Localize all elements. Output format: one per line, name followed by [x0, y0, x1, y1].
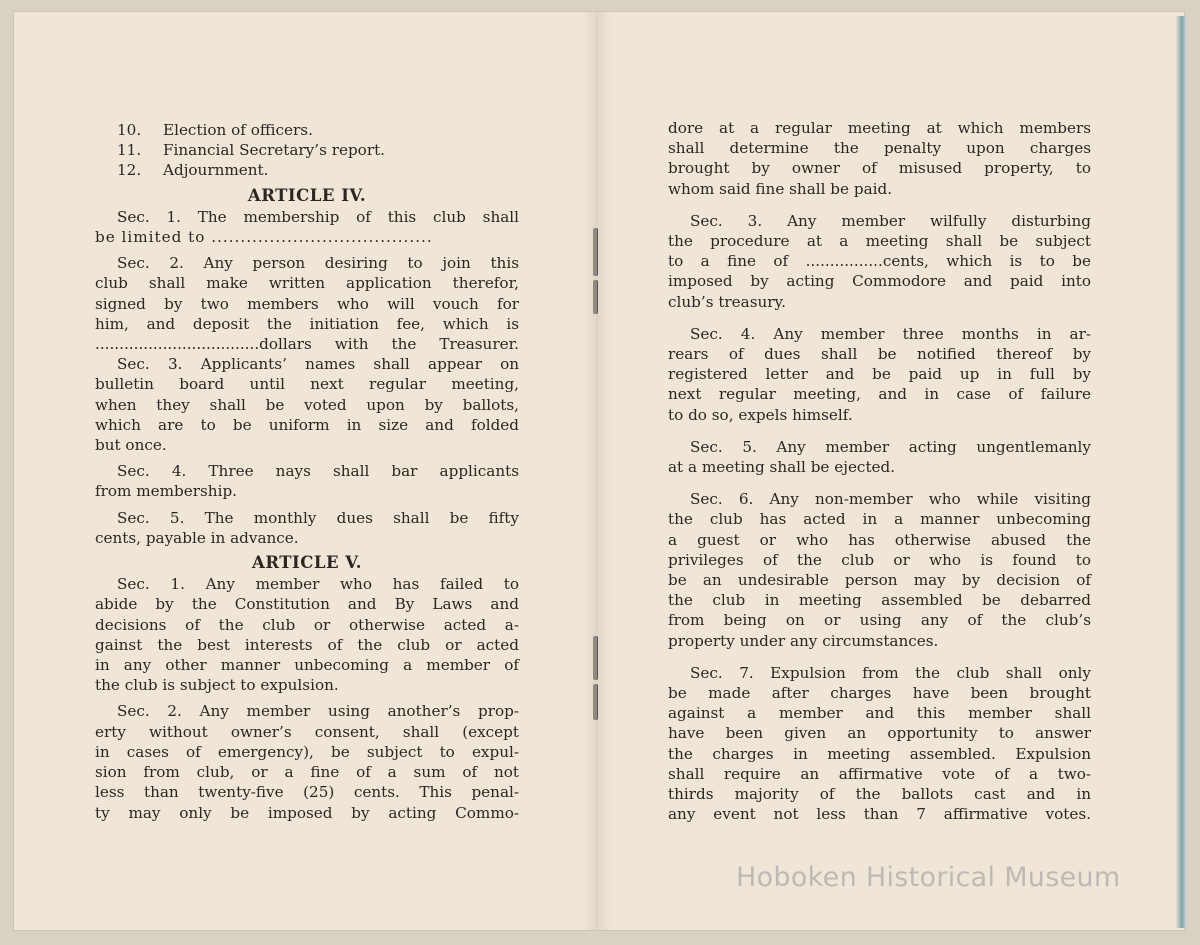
text-line: be limited to ...................................... [95, 228, 433, 247]
text-line: ty may only be imposed by acting Commo- [95, 803, 519, 822]
text-line: the club is subject to expulsion. [95, 676, 339, 695]
text-line: dore at a regular meeting at which members [668, 119, 1091, 137]
article-v-sec-2-continued [668, 118, 1091, 199]
text-line: erty without owner’s consent, shall (except [95, 722, 519, 741]
article-v-sec-4 [668, 324, 1091, 425]
text-line: rears of dues shall be notified thereof by [668, 345, 1091, 364]
text-line: any event not less than 7 affirmative votes. [668, 805, 1091, 824]
text-line: abide by the Constitution and By Laws and [95, 595, 519, 614]
text-line: against a member and this member shall [668, 704, 1091, 723]
text-line: registered letter and be paid up in full by [668, 365, 1091, 384]
text-line: the club has acted in a manner unbecoming [668, 510, 1091, 529]
text-line: Sec. 5. Any member acting ungentlemanly [690, 437, 1091, 456]
staple-top [593, 228, 597, 276]
text-line: from membership. [95, 482, 237, 501]
text-line: but once. [95, 436, 167, 455]
text-line: Sec. 2. Any person desiring to join this [117, 254, 519, 273]
text-line: brought by owner of misused property, to [668, 159, 1091, 178]
text-line: in cases of emergency), be subject to expul- [95, 742, 519, 761]
text-line: be made after charges have been brought [668, 684, 1091, 703]
article-v-sec-6 [668, 489, 1091, 651]
text-line: the club in meeting assembled be debarred [668, 591, 1091, 610]
staple-bottom [593, 636, 597, 680]
text-line: Sec. 1. Any member who has failed to [117, 575, 519, 594]
text-line: to a fine of ................cents, which is to be [668, 252, 1091, 271]
left-page [95, 120, 519, 823]
text-line: imposed by acting Commodore and paid into [668, 272, 1091, 291]
text-line: Sec. 4. Any member three months in ar- [690, 324, 1091, 343]
article-iv-sec-3 [95, 354, 519, 455]
text-line: Sec. 7. Expulsion from the club shall only [690, 663, 1091, 682]
text-line: property under any circumstances. [668, 631, 939, 650]
text-line: from being on or using any of the club’s [668, 611, 1091, 630]
text-line: gainst the best interests of the club or acted [95, 635, 519, 654]
booklet-cover-edge [1176, 16, 1186, 928]
article-iv-heading: ARTICLE IV. [247, 185, 367, 205]
text-line: thirds majority of the ballots cast and in [668, 785, 1091, 804]
text-line: club’s treasury. [668, 292, 786, 311]
text-line: when they shall be voted upon by ballots, [95, 395, 519, 414]
article-v-sec-3 [668, 211, 1091, 312]
text-line: Sec. 6. Any non-member who while visiting [690, 490, 1091, 509]
text-line: decisions of the club or otherwise acted a- [95, 615, 519, 634]
booklet-gutter [583, 12, 611, 930]
text-line: sion from club, or a fine of a sum of not [95, 763, 519, 782]
text-line: cents, payable in advance. [95, 528, 299, 547]
text-line: bulletin board until next regular meeting, [95, 375, 519, 394]
text-line: which are to be uniform in size and folded [95, 415, 519, 434]
article-v-sec-7 [668, 663, 1091, 825]
text-line: shall require an affirmative vote of a two- [668, 764, 1091, 783]
text-line: the charges in meeting assembled. Expulsion [668, 744, 1091, 763]
text-line: signed by two members who will vouch for [95, 294, 519, 313]
list-item: 11. Financial Secretary’s report. [117, 141, 386, 160]
text-line: in any other manner unbecoming a member of [95, 656, 519, 675]
text-line: be an undesirable person may by decision of [668, 571, 1091, 590]
article-iv-sec-2 [95, 253, 519, 354]
article-v-sec-1 [95, 574, 519, 695]
text-line: Sec. 5. The monthly dues shall be fifty [117, 508, 519, 527]
text-line: whom said fine shall be paid. [668, 179, 893, 198]
article-v-sec-2 [95, 701, 519, 822]
list-item: 12. Adjournment. [117, 161, 269, 180]
museum-watermark: Hoboken Historical Museum [736, 862, 1121, 893]
text-line: the procedure at a meeting shall be subject [668, 232, 1091, 251]
staple-top-lower [593, 280, 597, 314]
text-line: at a meeting shall be ejected. [668, 458, 896, 477]
text-line: Sec. 3. Any member wilfully disturbing [690, 211, 1091, 230]
text-line: privileges of the club or who is found to [668, 550, 1091, 569]
text-line: Sec. 2. Any member using another’s prop- [117, 702, 519, 721]
text-line: club shall make written application therefor, [95, 274, 519, 293]
text-line: less than twenty-five (25) cents. This penal- [95, 783, 519, 802]
text-line: to do so, expels himself. [668, 405, 853, 424]
text-line: Sec. 3. Applicants’ names shall appear on [117, 355, 519, 374]
article-iv-sec-4 [95, 461, 519, 501]
right-page [668, 118, 1091, 825]
text-line: next regular meeting, and in case of failure [668, 385, 1091, 404]
list-item: 10. Election of officers. [117, 121, 313, 139]
text-line: Sec. 1. The membership of this club shall [117, 207, 519, 226]
text-line: a guest or who has otherwise abused the [668, 530, 1091, 549]
text-line: Sec. 4. Three nays shall bar applicants [117, 462, 519, 481]
text-line: shall determine the penalty upon charges [668, 139, 1091, 158]
staple-bottom-lower [593, 684, 597, 720]
text-line: have been given an opportunity to answer [668, 724, 1091, 743]
article-iv-sec-1 [95, 207, 519, 247]
article-iv-sec-5 [95, 508, 519, 548]
article-v-sec-5 [668, 437, 1091, 477]
article-v-heading: ARTICLE V. [252, 553, 362, 573]
text-line: him, and deposit the initiation fee, which is [95, 314, 519, 333]
text-line: ..................................dollars with the Treasurer. [95, 335, 519, 354]
